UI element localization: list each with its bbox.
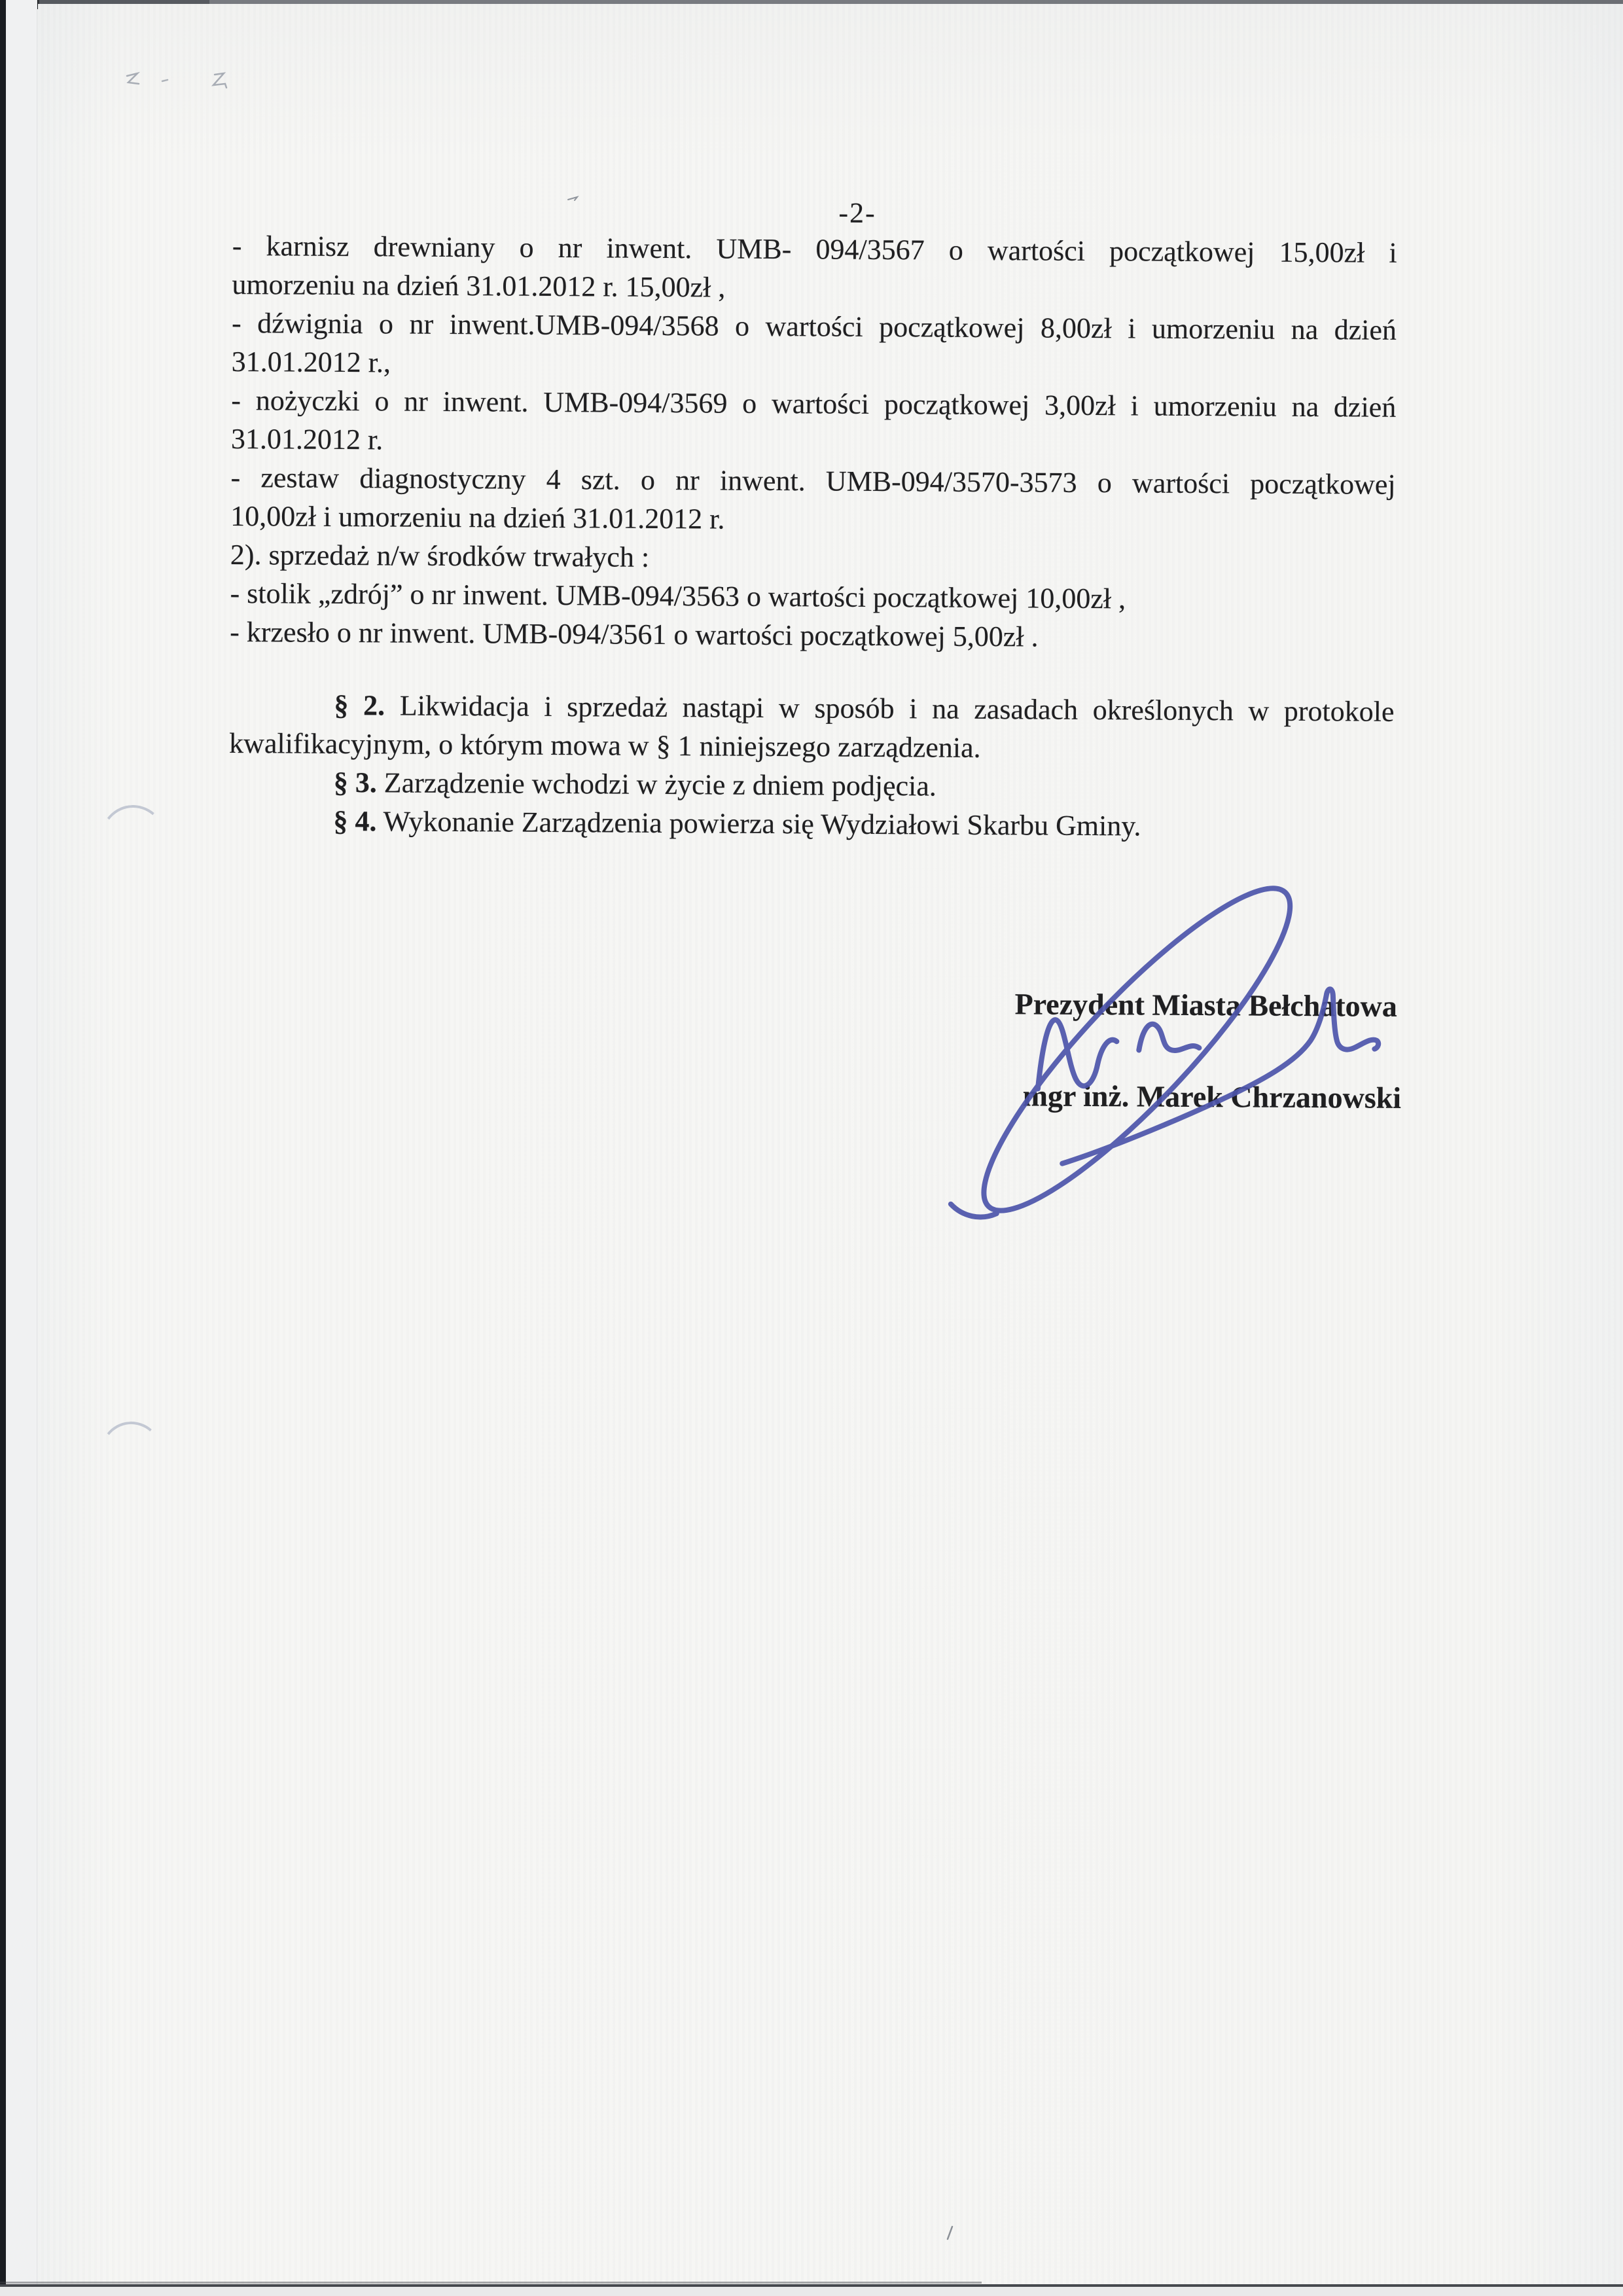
signature-loop: [951, 861, 1323, 1242]
inventory-line: - stolik „zdrój” o nr inwent. UMB-094/3563 o wartości początkowej 10,00zł ,: [230, 577, 1126, 615]
signature-squiggle-middle: [1139, 1024, 1199, 1050]
document-body: [228, 226, 1397, 847]
inventory-line: - krzesło o nr inwent. UMB-094/3561 o wartości początkowej 5,00zł .: [230, 615, 1039, 653]
section-paragraph-2-line-1: [229, 685, 1394, 731]
section-paragraph-2-line-2: kwalifikacyjnym, o którym mowa w § 1 niniejszego zarządzenia.: [228, 726, 981, 764]
inventory-line: umorzeniu na dzień 31.01.2012 r. 15,00zł ,: [232, 268, 726, 304]
section-3-text: Zarządzenie wchodzi w życie z dniem podjęcia.: [383, 766, 937, 802]
signature-squiggle-left: [1038, 1020, 1117, 1089]
inventory-line: 31.01.2012 r.,: [231, 345, 391, 379]
signature-squiggle-flourish: [1062, 988, 1378, 1166]
section-2-marker: § 2.: [334, 689, 385, 722]
handwritten-signature-ink: [903, 861, 1429, 1290]
inventory-line: - dźwignia o nr inwent.UMB-094/3568 o wartości początkowej 8,00zł i umorzeniu na dzień: [231, 306, 1397, 346]
page-number: -2-: [838, 196, 876, 229]
section-paragraph-3: [229, 762, 1394, 808]
inventory-line: - zestaw diagnostyczny 4 szt. o nr inwent. UMB-094/3570-3573 o wartości początkowej: [230, 461, 1396, 501]
section-4-text: Wykonanie Zarządzenia powierza się Wydziałowi Skarbu Gminy.: [383, 805, 1141, 842]
inventory-line: - karnisz drewniany o nr inwent. UMB- 094/3567 o wartości początkowej 15,00zł i: [232, 229, 1397, 269]
signatory-title: Prezydent Miasta Bełchatowa: [1014, 987, 1397, 1023]
signatory-name: mgr inż. Marek Chrzanowski: [1022, 1079, 1402, 1115]
inventory-line: 10,00zł i umorzeniu na dzień 31.01.2012 r.: [230, 499, 725, 535]
section-paragraph-4: [228, 801, 1393, 847]
inventory-line: 31.01.2012 r.: [230, 422, 383, 456]
inventory-line: - nożyczki o nr inwent. UMB-094/3569 o wartości początkowej 3,00zł i umorzeniu na dzień: [231, 384, 1397, 423]
ordinance-sections: [228, 685, 1394, 847]
section-2-text: Likwidacja i sprzedaż nastąpi w sposób i na zasadach określonych w protokole: [399, 689, 1395, 728]
section-4-marker: § 4.: [333, 804, 377, 838]
section-3-marker: § 3.: [333, 766, 377, 799]
inventory-line: 2). sprzedaż n/w środków trwałych :: [230, 538, 650, 573]
